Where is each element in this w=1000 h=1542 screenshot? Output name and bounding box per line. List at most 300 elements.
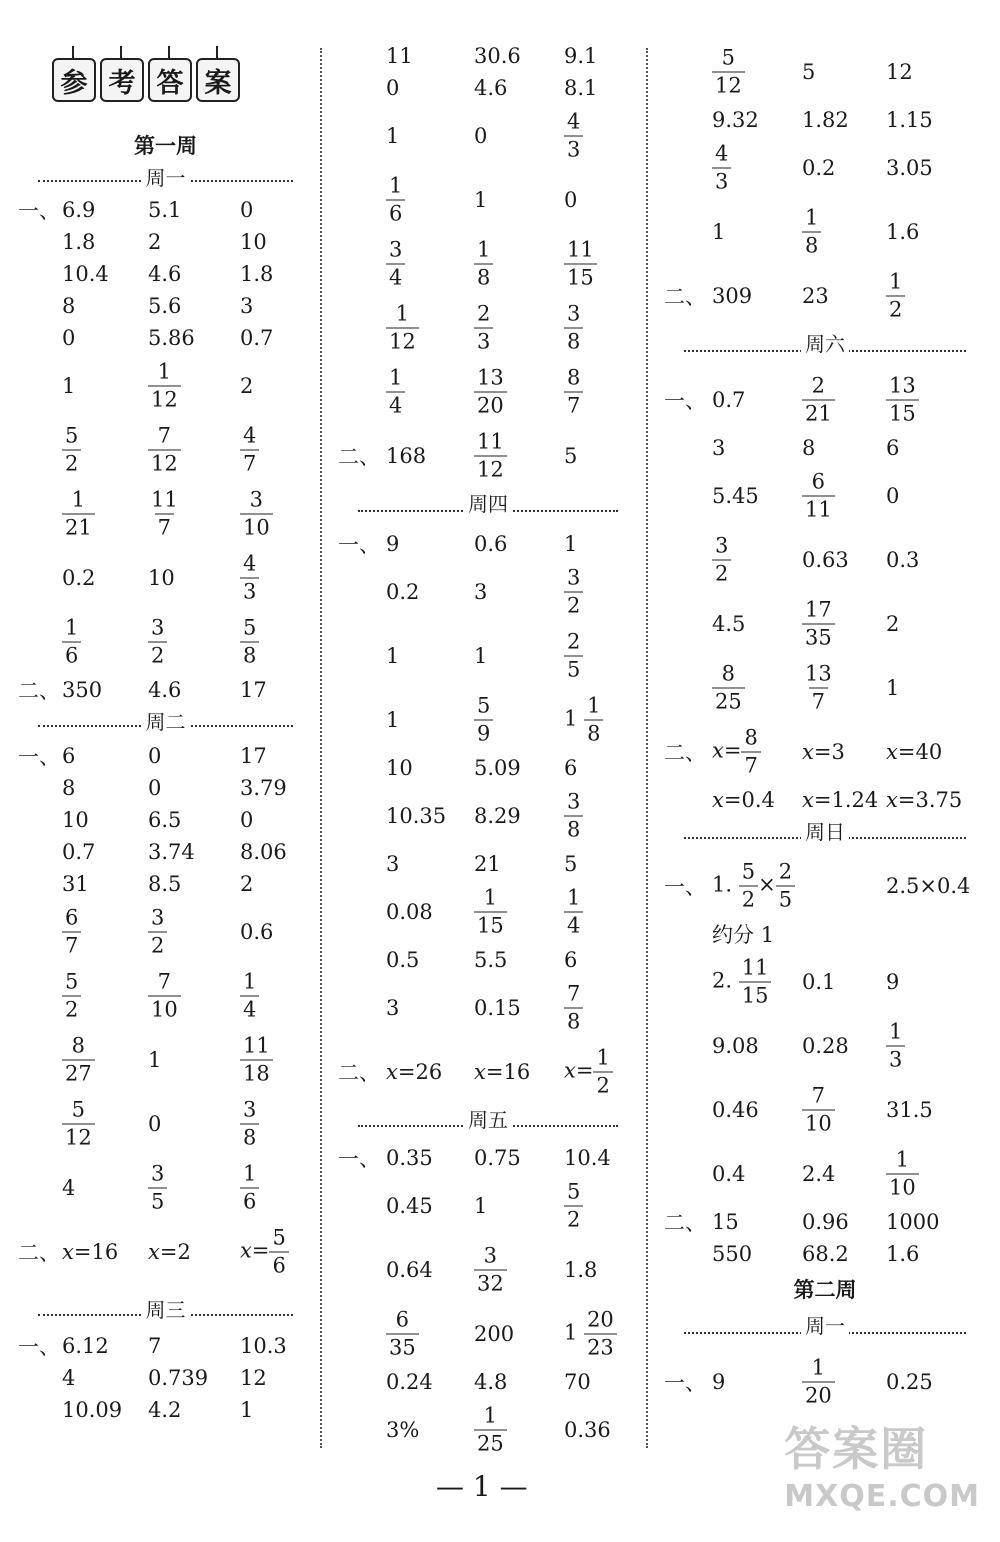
answer-row (18, 418, 313, 482)
answer-value: $\frac{1}{6}$ (62, 618, 81, 667)
answer-value: x=3 (802, 740, 845, 764)
title-tile: 考 (100, 58, 144, 102)
answer-value: 0 (386, 76, 400, 100)
answer-value: 3.74 (148, 840, 195, 864)
answer-row (18, 674, 313, 706)
answer-value: 6.9 (62, 198, 96, 222)
answer-row (338, 560, 638, 624)
answer-value: 1 $\frac{20}{23}$ (564, 1310, 617, 1359)
answer-value: 1 (386, 124, 400, 148)
answer-value: $\frac{3}{8}$ (240, 1100, 259, 1149)
answer-value: $\frac{11}{18}$ (240, 1036, 273, 1085)
answer-value: 309 (712, 284, 753, 308)
answer-value: 2 (240, 872, 254, 896)
section-label: 二、 (664, 285, 706, 309)
answer-value: 1 (240, 1398, 254, 1422)
answer-block (338, 1142, 638, 1462)
column-1 (18, 40, 313, 1426)
answer-value: 3.79 (240, 776, 287, 800)
answer-value: 68.2 (802, 1242, 849, 1266)
answer-value: 0 (62, 326, 76, 350)
answer-row (338, 1302, 638, 1366)
section-label: 二、 (664, 741, 706, 765)
answer-value: $\frac{1}{6}$ (386, 176, 405, 225)
answer-value: $\frac{2}{5}$ (564, 632, 583, 681)
answer-value: $\frac{1}{8}$ (474, 240, 493, 289)
answer-row (18, 1362, 313, 1394)
answer-value: 1.82 (802, 108, 849, 132)
section-label: 二、 (18, 1241, 60, 1265)
answer-value: 7 (148, 1334, 162, 1358)
answer-row (18, 1330, 313, 1362)
answer-value: 9 (712, 1370, 726, 1394)
answer-value: $\frac{3}{32}$ (474, 1246, 507, 1295)
answer-row (338, 752, 638, 784)
answer-value: 1. $\frac{5}{2}$ × $\frac{2}{5}$ (712, 862, 795, 911)
answer-block (338, 40, 638, 488)
answer-value: $\frac{8}{7}$ (564, 368, 583, 417)
answer-value: 12 (886, 60, 913, 84)
answer-row (18, 482, 313, 546)
day-heading: 周五 (338, 1104, 638, 1142)
day-heading: 周日 (664, 816, 986, 854)
answer-value: 4 (62, 1366, 76, 1390)
answer-value: $\frac{3}{8}$ (564, 304, 583, 353)
week-heading: 第一周 (134, 134, 197, 158)
answer-row (664, 854, 986, 918)
section-label: 一、 (338, 1147, 380, 1171)
answer-value: $\frac{11}{7}$ (151, 487, 178, 540)
answer-value: $\frac{1}{4}$ (240, 972, 259, 1021)
answer-value: 5.1 (148, 198, 182, 222)
answer-row (664, 264, 986, 328)
answer-value: 10.3 (240, 1334, 287, 1358)
answer-value: 3.05 (886, 156, 933, 180)
watermark-url: MXQE.COM (784, 1479, 980, 1514)
answer-value: 1 (474, 188, 488, 212)
answer-value: 0.08 (386, 900, 433, 924)
answer-value: 1 (386, 708, 400, 732)
answer-value: 0.28 (802, 1034, 849, 1058)
answer-block (18, 194, 313, 706)
answer-value: 0.2 (802, 156, 836, 180)
column-2 (338, 40, 638, 1462)
answer-value: 0.7 (62, 840, 96, 864)
answer-row (18, 226, 313, 258)
answer-row (338, 944, 638, 976)
answer-value: 31.5 (886, 1098, 933, 1122)
answer-row (664, 104, 986, 136)
answer-value: x= $\frac{1}{2}$ (564, 1048, 613, 1097)
answer-value: $\frac{13}{20}$ (474, 368, 507, 417)
answer-value: $\frac{1}{4}$ (564, 888, 583, 937)
watermark-logo: 答案圈 (784, 1422, 929, 1476)
answer-value: 1 (886, 676, 900, 700)
answer-row (664, 464, 986, 528)
answer-value: 0.15 (474, 996, 521, 1020)
answer-value: 0.35 (386, 1146, 433, 1170)
answer-value: 3 (712, 436, 726, 460)
answer-value: $\frac{6}{35}$ (386, 1310, 419, 1359)
answer-value: 9 (886, 970, 900, 994)
answer-value: 31 (62, 872, 89, 896)
answer-value: $\frac{13}{15}$ (886, 376, 919, 425)
answer-row (338, 1142, 638, 1174)
answer-value: 0.3 (886, 548, 920, 572)
answer-value: $\frac{4}{3}$ (712, 144, 731, 193)
answer-value: 30.6 (474, 44, 521, 68)
answer-value: $\frac{8}{25}$ (712, 664, 745, 713)
answer-row (664, 432, 986, 464)
answer-value: $\frac{3}{8}$ (564, 792, 583, 841)
answer-value: 1 (474, 1194, 488, 1218)
answer-value: 5.6 (148, 294, 182, 318)
answer-value: 1000 (886, 1210, 940, 1234)
answer-value: 0.25 (886, 1370, 933, 1394)
answer-row (18, 900, 313, 964)
day-heading: 周四 (338, 488, 638, 528)
answer-row (18, 740, 313, 772)
page-number: — 1 — (436, 1470, 528, 1503)
answer-value: x= $\frac{8}{7}$ (712, 728, 761, 777)
answer-value: 0.46 (712, 1098, 759, 1122)
answer-value: $\frac{3}{5}$ (148, 1164, 167, 1213)
answer-row (338, 104, 638, 168)
answer-value: 0.7 (712, 388, 746, 412)
section-label: 二、 (338, 1061, 380, 1085)
answer-value: $\frac{6}{11}$ (802, 472, 835, 521)
answer-value: 350 (62, 678, 103, 702)
answer-value: 0.1 (802, 970, 836, 994)
answer-row (18, 610, 313, 674)
answer-value: x=1.24 (802, 788, 879, 812)
answer-value: 0.739 (148, 1366, 209, 1390)
answer-value: 0 (148, 744, 162, 768)
answer-value: $\frac{1}{6}$ (240, 1164, 259, 1213)
answer-row (664, 1142, 986, 1206)
answer-block (18, 740, 313, 1284)
answer-row (664, 200, 986, 264)
answer-row (18, 546, 313, 610)
day-heading: 周一 (18, 162, 313, 194)
answer-value: 0.96 (802, 1210, 849, 1234)
answer-value: x=16 (474, 1060, 531, 1084)
answer-value: 10 (62, 808, 89, 832)
answer-value: $\frac{4}{7}$ (240, 426, 259, 475)
answer-value: 12 (240, 1366, 267, 1390)
title-tile: 案 (196, 58, 240, 102)
section-label: 二、 (338, 445, 380, 469)
answer-value: x=2 (148, 1240, 191, 1264)
answer-row (338, 1366, 638, 1398)
answer-row (18, 964, 313, 1028)
answer-value: 10 (386, 756, 413, 780)
answer-row (18, 354, 313, 418)
answer-value: $\frac{4}{3}$ (240, 554, 259, 603)
answer-value: 1.8 (240, 262, 274, 286)
answer-value: 0.75 (474, 1146, 521, 1170)
answer-value: 1 (386, 644, 400, 668)
answer-row (18, 1394, 313, 1426)
answer-value: $\frac{11}{12}$ (474, 432, 507, 481)
answer-value: 1 (148, 1048, 162, 1072)
answer-value: 6 (886, 436, 900, 460)
answer-value: $\frac{1}{10}$ (886, 1150, 919, 1199)
answer-value: 3 (386, 996, 400, 1020)
day-heading: 周二 (18, 706, 313, 740)
answer-row (338, 688, 638, 752)
answer-row (664, 918, 986, 950)
answer-value: 70 (564, 1370, 591, 1394)
answer-value: $\frac{1}{20}$ (802, 1358, 835, 1407)
answer-value: 1.6 (886, 1242, 920, 1266)
section-label: 一、 (18, 1335, 60, 1359)
answer-value: $\frac{1}{8}$ (802, 208, 821, 257)
answer-block (18, 1330, 313, 1426)
answer-value: $\frac{1}{12}$ (148, 362, 181, 411)
answer-value: 2. $\frac{11}{15}$ (712, 958, 771, 1007)
answer-value: 0.64 (386, 1258, 433, 1282)
answer-value: $\frac{4}{3}$ (564, 112, 583, 161)
answer-value: 15 (712, 1210, 739, 1234)
answer-value: 5 (802, 60, 816, 84)
section-label: 一、 (338, 533, 380, 557)
answer-value: $\frac{6}{7}$ (62, 908, 81, 957)
answer-row (338, 168, 638, 232)
answer-value: 0.36 (564, 1418, 611, 1442)
answer-row (664, 656, 986, 720)
answer-value: $\frac{13}{7}$ (805, 661, 832, 714)
answer-row (18, 772, 313, 804)
answer-value: 2 (886, 612, 900, 636)
answer-value: 21 (474, 852, 501, 876)
answer-value: 0.5 (386, 948, 420, 972)
answer-value: $\frac{7}{12}$ (148, 426, 181, 475)
answer-value: 8.5 (148, 872, 182, 896)
column-divider (320, 48, 322, 1448)
answer-row (338, 848, 638, 880)
answer-row (338, 40, 638, 72)
answer-row (664, 950, 986, 1014)
answer-value: 4.6 (148, 678, 182, 702)
answer-value: 5.09 (474, 756, 521, 780)
answer-value: $\frac{1}{21}$ (62, 490, 95, 539)
answer-value: $\frac{1}{2}$ (886, 272, 905, 321)
answer-value: 0.2 (62, 566, 96, 590)
answer-value: x=0.4 (712, 788, 775, 812)
answer-value: $\frac{2}{21}$ (802, 376, 835, 425)
answer-value: 6 (564, 756, 578, 780)
answer-value: $\frac{5}{2}$ (62, 972, 81, 1021)
day-heading: 周六 (664, 328, 986, 368)
answer-row (338, 72, 638, 104)
answer-row (338, 360, 638, 424)
answer-value: 1.15 (886, 108, 933, 132)
answer-value: 4.6 (148, 262, 182, 286)
answer-row (664, 528, 986, 592)
answer-value: 8.1 (564, 76, 598, 100)
answer-value: 0.7 (240, 326, 274, 350)
answer-value: 1 (62, 374, 76, 398)
answer-value: 0.45 (386, 1194, 433, 1218)
answer-row (338, 784, 638, 848)
answer-block (664, 1350, 986, 1414)
section-label: 二、 (18, 679, 60, 703)
answer-row (18, 322, 313, 354)
answer-row (338, 424, 638, 488)
answer-value: 5.86 (148, 326, 195, 350)
answer-value: 2.4 (802, 1162, 836, 1186)
answer-row (338, 1174, 638, 1238)
answer-value: 5 (564, 444, 578, 468)
answer-value: 0.2 (386, 580, 420, 604)
answer-value: 1 (712, 220, 726, 244)
answer-block (664, 368, 986, 816)
watermark (784, 1413, 980, 1514)
answer-row (338, 1040, 638, 1104)
answer-value: 0 (240, 198, 254, 222)
answer-value: x=26 (386, 1060, 443, 1084)
answer-value: 10 (240, 230, 267, 254)
answer-value: 8 (62, 776, 76, 800)
answer-value: 10 (148, 566, 175, 590)
answer-value: 1 $\frac{1}{8}$ (564, 696, 603, 745)
answer-value: $\frac{5}{8}$ (240, 618, 259, 667)
answer-value: 1.8 (564, 1258, 598, 1282)
answer-value: x=16 (62, 1240, 119, 1264)
answer-value: 4.2 (148, 1398, 182, 1422)
answer-row (18, 290, 313, 322)
column-divider (646, 48, 648, 1448)
answer-value: 3 (386, 852, 400, 876)
answer-value: $\frac{1}{3}$ (886, 1022, 905, 1071)
answer-value: 10.4 (564, 1146, 611, 1170)
answer-value: $\frac{7}{8}$ (564, 984, 583, 1033)
answer-value: 9.1 (564, 44, 598, 68)
section-label: 一、 (664, 389, 706, 413)
week-heading: 第二周 (793, 1278, 857, 1302)
answer-value: $\frac{5}{9}$ (474, 696, 493, 745)
answer-row (664, 1078, 986, 1142)
title-tile: 参 (52, 58, 96, 102)
answer-value: 1.8 (62, 230, 96, 254)
answer-value: 9 (386, 532, 400, 556)
answer-value: 6.12 (62, 1334, 109, 1358)
answer-row (18, 1156, 313, 1220)
answer-value: 4.5 (712, 612, 746, 636)
answer-row (18, 804, 313, 836)
answer-value: 5.5 (474, 948, 508, 972)
section-label: 一、 (664, 1371, 706, 1395)
answer-value: $\frac{1}{4}$ (386, 368, 405, 417)
answer-value: 200 (474, 1322, 515, 1346)
answer-row (664, 1238, 986, 1270)
answer-value: 9.32 (712, 108, 759, 132)
answer-row (664, 784, 986, 816)
answer-row (18, 868, 313, 900)
answer-value: 0.6 (240, 920, 274, 944)
answer-row (18, 1092, 313, 1156)
section-label: 一、 (18, 745, 60, 769)
answer-row (338, 880, 638, 944)
answer-value: 1 (474, 644, 488, 668)
answer-block (664, 40, 986, 328)
answer-row (664, 592, 986, 656)
answer-block (338, 528, 638, 1104)
answer-value: 0 (148, 776, 162, 800)
answer-value: 0 (564, 188, 578, 212)
answer-value: $\frac{3}{2}$ (712, 536, 731, 585)
answer-row (664, 1014, 986, 1078)
answer-row (18, 1220, 313, 1284)
answer-value: 10.35 (386, 804, 447, 828)
answer-value: 17 (240, 744, 267, 768)
answer-value: 4.6 (474, 76, 508, 100)
answer-value: 23 (802, 284, 829, 308)
answer-value: 5.45 (712, 484, 759, 508)
answer-value: 11 (386, 44, 413, 68)
answer-row (18, 1028, 313, 1092)
column-3 (664, 40, 986, 1414)
answer-value: $\frac{5}{2}$ (564, 1182, 583, 1231)
answer-value: 约分 1 (712, 923, 775, 947)
answer-row (664, 1206, 986, 1238)
answer-value: 0 (474, 124, 488, 148)
section-label: 一、 (664, 875, 706, 899)
answer-value: $\frac{2}{3}$ (474, 304, 493, 353)
answer-value: $\frac{1}{12}$ (386, 304, 419, 353)
answer-row (664, 40, 986, 104)
answer-value: x=3.75 (886, 788, 963, 812)
answer-value: 0.63 (802, 548, 849, 572)
answer-value: 168 (386, 444, 427, 468)
answer-value: $\frac{5}{12}$ (62, 1100, 95, 1149)
answer-value: 3 (240, 294, 254, 318)
answer-value: 6.5 (148, 808, 182, 832)
answer-value: 4 (62, 1176, 76, 1200)
answer-value: 6 (564, 948, 578, 972)
answer-row (338, 1238, 638, 1302)
answer-row (664, 368, 986, 432)
answer-value: 2 (148, 230, 162, 254)
day-heading: 周一 (664, 1310, 986, 1350)
answer-key-title (52, 58, 313, 102)
answer-value: $\frac{5}{2}$ (62, 426, 81, 475)
answer-value: 10.09 (62, 1398, 123, 1422)
answer-value: 8.29 (474, 804, 521, 828)
answer-row (18, 194, 313, 226)
answer-value: 9.08 (712, 1034, 759, 1058)
answer-value: 6 (62, 744, 76, 768)
answer-value: 0 (240, 808, 254, 832)
answer-value: 550 (712, 1242, 753, 1266)
answer-row (338, 232, 638, 296)
answer-value: 3 (474, 580, 488, 604)
answer-value: 0 (886, 484, 900, 508)
answer-block (664, 854, 986, 1270)
answer-value: x=40 (886, 740, 943, 764)
answer-value: x= $\frac{5}{6}$ (240, 1228, 289, 1277)
answer-value: 5 (564, 852, 578, 876)
answer-row (664, 1350, 986, 1414)
answer-value: $\frac{3}{10}$ (240, 490, 273, 539)
answer-value: $\frac{3}{2}$ (564, 568, 583, 617)
answer-value: 2.5×0.4 (886, 874, 971, 898)
answer-row (664, 720, 986, 784)
answer-row (18, 258, 313, 290)
answer-value: $\frac{1}{25}$ (474, 1406, 507, 1455)
answer-row (664, 136, 986, 200)
